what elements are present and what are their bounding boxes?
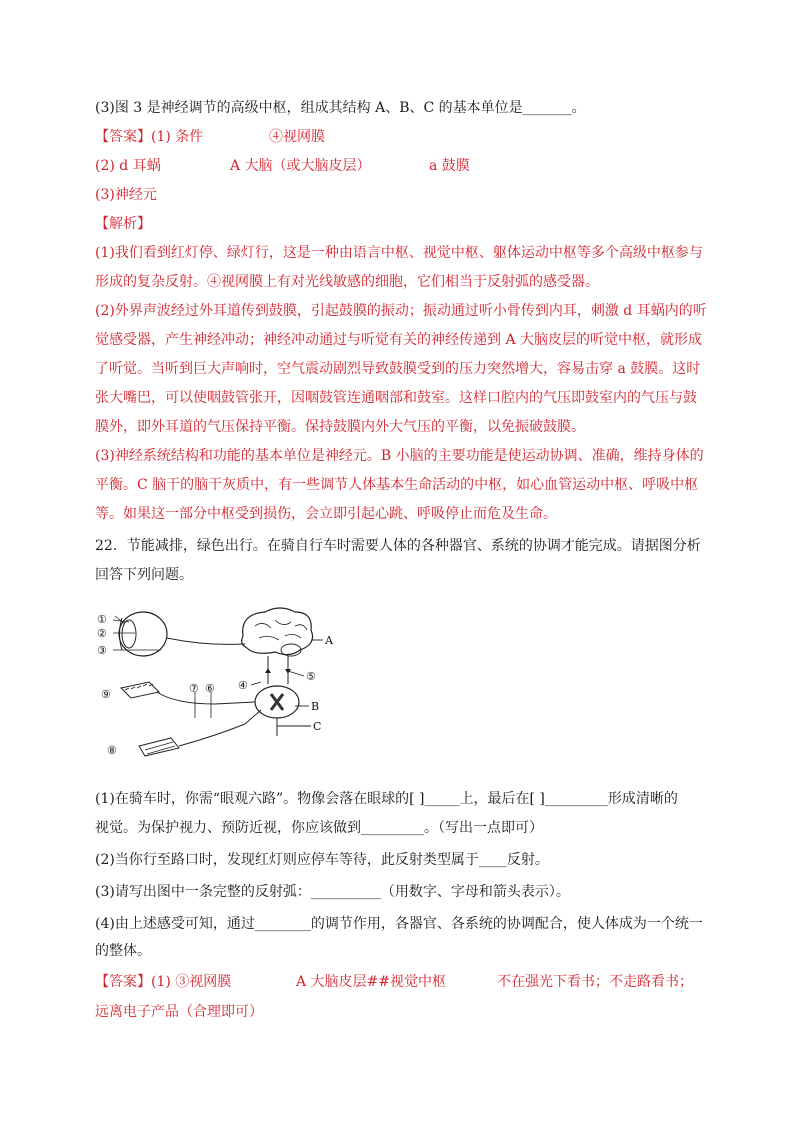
analysis-line: (3)神经系统结构和功能的基本单位是神经元。B 小脑的主要功能是使运动协调、准确，维持身体的 — [95, 448, 704, 464]
analysis-line: 觉感受器，产生神经冲动；神经冲动通过与听觉有关的神经传递到 A 大脑皮层的听觉中枢，就形成 — [95, 332, 703, 348]
q22-sub1: (1)在骑车时，你需“眼观六路”。物像会落在眼球的[ ]_____上，最后在[ ]_________形成清晰的 — [95, 791, 678, 807]
label-n7: ⑦ — [189, 682, 199, 695]
spinal-cord-illustration — [255, 686, 299, 736]
label-n6: ⑥ — [205, 682, 215, 695]
analysis-line: 了听觉。当听到巨大声响时，空气震动剧烈导致鼓膜受到的压力突然增大，容易击穿 a 鼓膜。这时 — [95, 361, 701, 377]
answer-tag: 【答案】 — [95, 129, 151, 145]
answer21-1a: (1) 条件 — [151, 129, 204, 145]
muscle-effector-illustration — [139, 710, 261, 756]
answer21-2a: (2) d 耳蜗 — [95, 158, 161, 174]
reflex-diagram — [95, 606, 335, 776]
q22-sub2: (2)当你行至路口时，发现红灯则应停车等待，此反射类型属于____反射。 — [95, 852, 549, 868]
answer22-line1 — [95, 972, 231, 992]
answer21-2b: A 大脑（或大脑皮层） — [230, 158, 371, 174]
q22-sub1: 视觉。为保护视力、预防近视，你应该做到_________。（写出一点即可） — [95, 820, 543, 836]
answer21-3: (3)神经元 — [95, 187, 157, 203]
skin-receptor-illustration — [121, 682, 255, 718]
answer21-line1 — [95, 127, 203, 147]
q22-sub3: (3)请写出图中一条完整的反射弧：__________（用数字、字母和箭头表示）。 — [95, 884, 570, 900]
answer22-c: 不在强光下看书；不走路看书； — [497, 974, 693, 990]
analysis-line: 等。如果这一部分中枢受到损伤，会立即引起心跳、呼吸停止而危及生命。 — [95, 506, 557, 522]
analysis-line: 膜外，即外耳道的气压保持平衡。保持鼓膜内外大气压的平衡，以免振破鼓膜。 — [95, 419, 585, 435]
label-C: C — [313, 720, 322, 733]
analysis-line: (1)我们看到红灯停、绿灯行，这是一种由语言中枢、视觉中枢、躯体运动中枢等多个高级中枢参与 — [95, 245, 703, 261]
label-n2: ② — [97, 627, 107, 640]
q22-sub4: (4)由上述感受可知，通过________的调节作用，各器官、各系统的协调配合，使人体成为一个统一 — [95, 916, 703, 932]
answer-tag: 【答案】 — [95, 974, 151, 990]
answer22-d: 远离电子产品（合理即可） — [95, 1004, 263, 1020]
label-n3: ③ — [97, 644, 107, 657]
q22-stem: 22．节能减排，绿色出行。在骑自行车时需要人体的各种器官、系统的协调才能完成。请据图分析 — [95, 538, 701, 554]
analysis-line: 平衡。C 脑干的脑干灰质中，有一些调节人体基本生命活动的中枢，如心血管运动中枢、呼吸中枢 — [95, 477, 699, 493]
answer21-1b: ④视网膜 — [269, 129, 325, 145]
q22-stem: 回答下列问题。 — [95, 567, 193, 583]
label-n5: ⑤ — [306, 670, 316, 683]
label-n1: ① — [97, 613, 107, 626]
label-n8: ⑧ — [107, 744, 117, 757]
label-n9: ⑨ — [101, 688, 111, 701]
answer22-a: (1) ③视网膜 — [151, 974, 232, 990]
q22-sub4: 的整体。 — [95, 943, 151, 959]
label-n4: ④ — [238, 679, 248, 692]
analysis-line: 张大嘴巴，可以使咽鼓管张开，因咽鼓管连通咽部和鼓室。这样口腔内的气压即鼓室内的气压与鼓 — [95, 390, 697, 406]
answer22-b: A 大脑皮层##视觉中枢 — [296, 974, 447, 990]
analysis-tag: 【解析】 — [95, 216, 151, 232]
q21-part3-question: (3)图 3 是神经调节的高级中枢，组成其结构 A、B、C 的基本单位是_______。 — [95, 100, 586, 116]
eye-illustration — [115, 612, 167, 656]
analysis-line: 形成的复杂反射。④视网膜上有对光线敏感的细胞，它们相当于反射弧的感受器。 — [95, 274, 599, 290]
brain-illustration — [242, 608, 313, 656]
answer21-2c: a 鼓膜 — [429, 158, 470, 174]
label-A: A — [325, 634, 333, 647]
label-B: B — [311, 700, 320, 713]
analysis-line: (2)外界声波经过外耳道传到鼓膜，引起鼓膜的振动；振动通过听小骨传到内耳，刺激 d 耳蜗内的听 — [95, 303, 707, 319]
